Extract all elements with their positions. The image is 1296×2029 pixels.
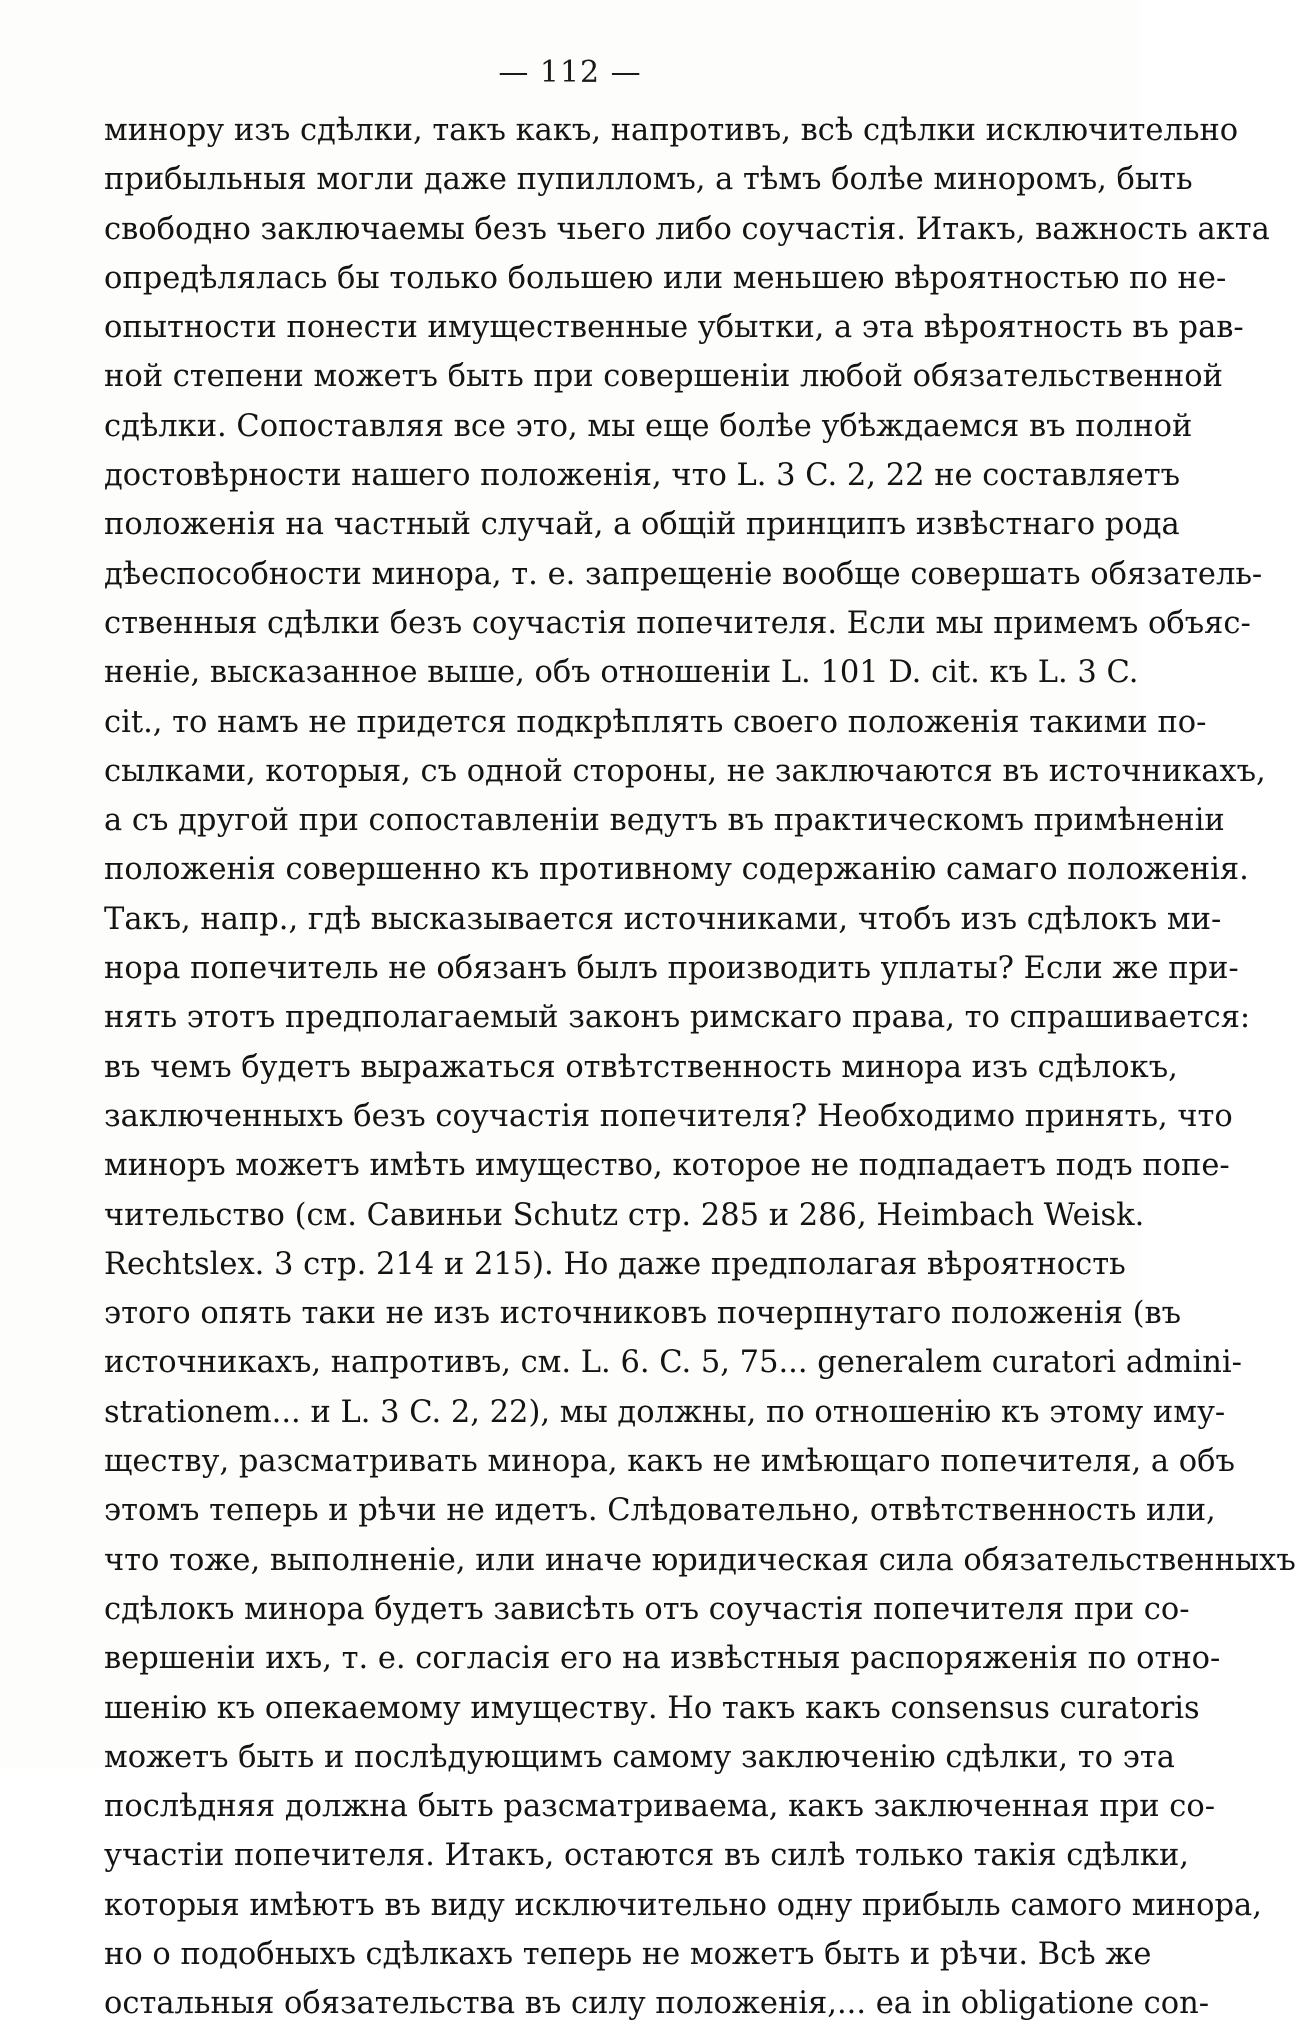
text-line: ной степени можетъ быть при совершеніи любой обязательственной (104, 359, 1223, 395)
text-line: участіи попечителя. Итакъ, остаются въ силѣ только такія сдѣлки, (104, 1838, 1189, 1874)
text-line: минору изъ сдѣлки, такъ какъ, напротивъ, всѣ сдѣлки исключительно (104, 113, 1239, 148)
text-line: остальныя обязательства въ силу положенія,... ea in obligatione con- (104, 1986, 1210, 2022)
text-line: положенія на частный случай, а общій принципъ извѣстнаго рода (104, 507, 1180, 543)
text-line: но о подобныхъ сдѣлкахъ теперь не можетъ быть и рѣчи. Всѣ же (104, 1936, 1152, 1972)
text-line: опытности понести имущественные убытки, а эта вѣроятность въ рав- (104, 310, 1244, 346)
text-line: можетъ быть и послѣдующимъ самому заключенію сдѣлки, то эта (104, 1739, 1175, 1775)
text-line: что тоже, выполненіе, или иначе юридическая сила обязательственныхъ (104, 1542, 1296, 1578)
text-line: ственныя сдѣлки безъ соучастія попечителя. Если мы примемъ объяс- (104, 605, 1251, 641)
text-line: дѣеспособности минора, т. е. запрещеніе вообще совершать обязатель- (104, 556, 1263, 592)
text-line: cit., то намъ не придется подкрѣплять своего положенія такими по- (104, 704, 1207, 740)
text-line: вершеніи ихъ, т. е. согласія его на извѣстныя распоряженія по отно- (104, 1641, 1221, 1677)
text-line: заключенныхъ безъ соучастія попечителя? Необходимо принять, что (104, 1098, 1233, 1134)
text-line: а съ другой при сопоставленіи ведутъ въ практическомъ примѣненіи (104, 803, 1225, 839)
text-line: послѣдняя должна быть разсматриваема, какъ заключенная при со- (104, 1789, 1216, 1825)
text-line: чительство (см. Савиньи Schutz стр. 285 и 286, Heimbach Weisk. (104, 1197, 1145, 1233)
text-line: нять этотъ предполагаемый законъ римскаго права, то спрашивается: (104, 1000, 1251, 1036)
text-line: сылками, которыя, съ одной стороны, не заключаются въ источникахъ, (104, 753, 1266, 789)
text-line: Rechtslex. 3 стр. 214 и 215). Но даже предполагая вѣроятность (104, 1246, 1126, 1282)
text-line: положенія совершенно къ противному содержанію самаго положенія. (104, 852, 1249, 888)
text-line: этомъ теперь и рѣчи не идетъ. Слѣдовательно, отвѣтственность или, (104, 1493, 1216, 1529)
text-line: ществу, разсматривать минора, какъ не имѣющаго попечителя, а объ (104, 1444, 1235, 1480)
text-line: нора попечитель не обязанъ былъ производить уплаты? Если же при- (104, 951, 1239, 987)
text-line: которыя имѣютъ въ виду исключительно одну прибыль самого минора, (104, 1887, 1262, 1923)
text-line: шенію къ опекаемому имуществу. Но такъ какъ consensus curatoris (104, 1690, 1200, 1726)
text-line: сдѣлокъ минора будетъ зависѣть отъ соучастія попечителя при со- (104, 1591, 1190, 1627)
text-line: неніе, высказанное выше, объ отношеніи L. 101 D. cit. къ L. 3 C. (104, 655, 1139, 691)
text-line: источникахъ, напротивъ, см. L. 6. C. 5, 75... generalem curatori admini- (104, 1345, 1242, 1381)
text-line: Такъ, напр., гдѣ высказывается источниками, чтобъ изъ сдѣлокъ ми- (104, 901, 1222, 937)
text-line: свободно заключаемы безъ чьего либо соучастія. Итакъ, важность акта (104, 211, 1270, 247)
text-line: сдѣлки. Сопоставляя все это, мы еще болѣе убѣждаемся въ полной (104, 408, 1193, 444)
text-line: strationem... и L. 3 C. 2, 22), мы должны, по отношенію къ этому иму- (104, 1394, 1226, 1430)
text-line: миноръ можетъ имѣть имущество, которое не подпадаетъ подъ попе- (104, 1148, 1230, 1184)
body-text (104, 106, 1296, 2029)
text-line: опредѣлялась бы только большею или меньшею вѣроятностью по не- (104, 260, 1227, 296)
text-line: прибыльныя могли даже пупилломъ, а тѣмъ болѣе миноромъ, быть (104, 162, 1193, 198)
text-line: въ чемъ будетъ выражаться отвѣтственность минора изъ сдѣлокъ, (104, 1049, 1178, 1085)
text-line: этого опять таки не изъ источниковъ почерпнутаго положенія (въ (104, 1296, 1182, 1332)
text-line: достовѣрности нашего положенія, что L. 3 C. 2, 22 не составляетъ (104, 458, 1180, 494)
page-number: — 112 — (498, 55, 642, 90)
